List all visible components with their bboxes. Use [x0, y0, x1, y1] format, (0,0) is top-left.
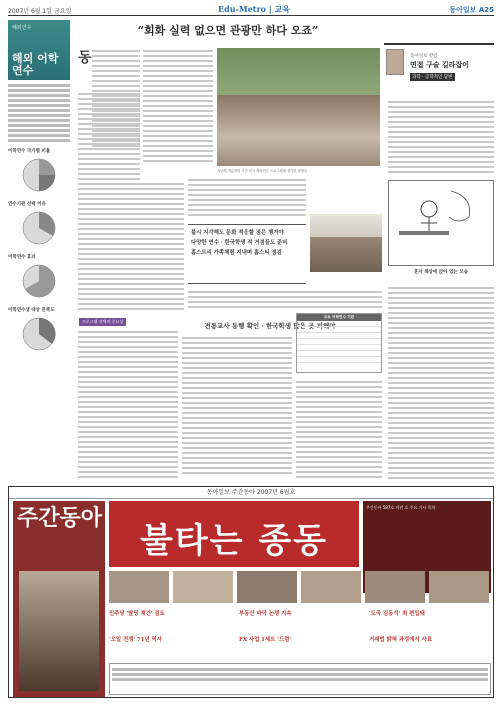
pie-chart [8, 155, 70, 195]
columnist-box [384, 43, 494, 93]
pull-quote-line-3: 홈스트리 가족체험 지내며 홈스티 점검 [191, 250, 282, 256]
ad-banner-text: 불타는 종동 [139, 521, 329, 561]
ad-banner [109, 501, 359, 567]
sidebar-tag: 해외연수 [12, 25, 32, 31]
column-text-1 [388, 98, 494, 178]
pie-chart [8, 208, 70, 248]
ad-headline: 부동산 바닥 논쟁 지속 [239, 611, 292, 617]
main-headline: “회화 실력 없으면 관광만 하다 오죠” [137, 24, 319, 37]
pull-quote-line-1: 불시 지각해도 문화 적응할 점은 챙겨야 [191, 230, 284, 236]
ad-top-line: 동아일보 주간동아 2007년 6월호 [9, 487, 493, 499]
group-photo [217, 48, 380, 166]
chart-title: 어학연수 국가별 비율 [8, 149, 51, 154]
sidebar-chart-2 [8, 201, 70, 248]
advertisement [8, 486, 494, 698]
classroom-photo [310, 214, 382, 272]
info-table [296, 313, 382, 373]
sidebox-title: 프로그램 선택의 중요성 [79, 318, 126, 326]
sidebar-chart-4 [8, 307, 70, 354]
ad-thumb [109, 571, 169, 603]
ad-thumb [237, 571, 297, 603]
cartoon-caption: 혼자 책상에 앉아 있는 모습 [413, 270, 469, 275]
dropcap: 동 [78, 50, 92, 66]
columnist-photo [386, 49, 404, 75]
ad-headline: FX 사업 1세트 '드럼' [239, 637, 291, 643]
issue-date: 2007년 6월 1일 금요일 [8, 8, 72, 15]
chart-title: 연수기관 선택 이유 [8, 202, 46, 207]
cartoon-drawing [389, 181, 493, 265]
pie-chart [8, 261, 70, 301]
section-title: Edu-Metro | 교육 [218, 4, 290, 14]
columnist-name: 면접 구술 길라잡이 [410, 61, 469, 69]
sidebar-header [8, 20, 70, 80]
chart-title: 어학연수 효과 [8, 255, 36, 260]
pull-quote-line-2: 다양한 연수 · 한국학생 적 거점들도 준비 [191, 240, 288, 246]
sidebar-title: 해외 어학연수 [12, 52, 59, 77]
article-column-7 [182, 334, 292, 478]
ad-headline: 민주당 '탈당 재건' 검토 [109, 611, 165, 617]
sidebar-chart-3 [8, 254, 70, 301]
columnist-topic: 과학 · 공학적인 답변 [412, 75, 453, 80]
ad-headline: 거래법 밝혀 과정에서 사표 [369, 637, 432, 643]
magazine-logo: 주간동아 [17, 505, 103, 531]
pie-chart [8, 314, 70, 354]
chart-title: 어학연수생 대상 만족도 [8, 308, 55, 313]
photo-caption: 지난해 여름방학 기간 미국 해외연수 프로그램에 참가한 학생들 [217, 169, 308, 173]
ad-side-text: 주간동아 587호 이번 호 주요 기사 목차 [363, 501, 491, 593]
column-text-2 [388, 284, 494, 480]
ad-thumb [301, 571, 361, 603]
cartoon-illustration [388, 180, 494, 266]
cover-art [19, 571, 99, 691]
masthead [8, 4, 494, 16]
pull-quote [188, 224, 306, 284]
ad-thumb [365, 571, 425, 603]
article-column-8 [296, 378, 382, 478]
ad-thumb [173, 571, 233, 603]
columnist-label: 동아일보 칼럼 [410, 54, 438, 59]
article-column-6 [78, 328, 178, 478]
article-column-5 [188, 288, 382, 312]
ad-headline: '도곡 김동석' 최 편입돼 [369, 611, 425, 617]
table-title: 주요 어학연수 기관 [297, 314, 381, 321]
ad-thumbnails [109, 571, 491, 605]
sidebar-chart-1 [8, 148, 70, 195]
ad-headline: '오일 전쟁' 71년 역사 [109, 637, 162, 643]
sidebar-intro-text [8, 84, 70, 142]
ad-thumb [429, 571, 489, 603]
ad-footer [109, 663, 491, 695]
article-column-2 [143, 47, 213, 163]
article-column-3 [78, 180, 184, 310]
sub-headline: 전통교사 동행 확인 · 한국학생 많은 곳 피해야 [204, 322, 336, 330]
left-sidebar [8, 20, 70, 480]
magazine-cover [13, 501, 105, 697]
article-column-4 [188, 176, 306, 220]
paper-page-number: 동아일보 A25 [449, 6, 494, 14]
